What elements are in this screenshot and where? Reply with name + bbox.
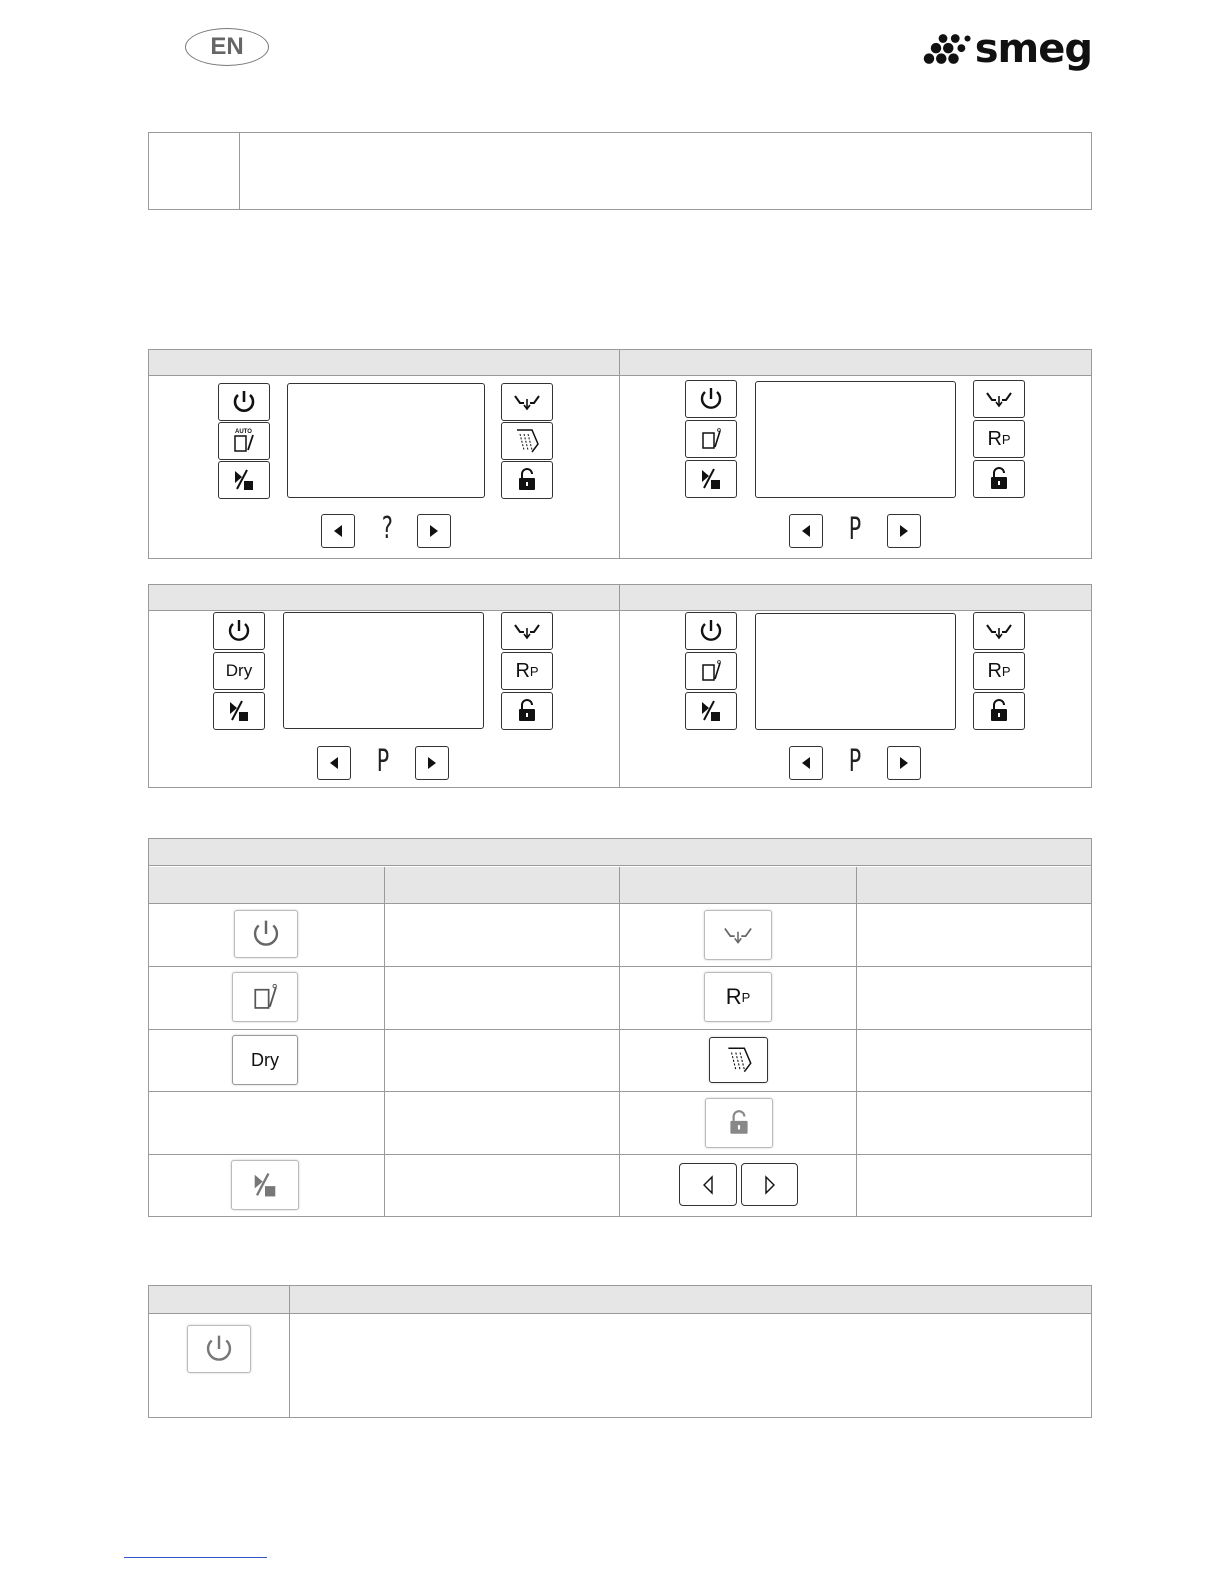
unlock-button[interactable]: [501, 692, 553, 730]
start-stop-icon: [697, 697, 725, 725]
program-indicator: P: [848, 744, 862, 779]
power-icon: [249, 917, 283, 951]
power-icon: [202, 1332, 236, 1366]
logo-dots-icon: [922, 29, 973, 69]
panel-grid-top-divider: [619, 349, 620, 559]
prev-program-button[interactable]: [321, 514, 355, 548]
program-indicator: P: [848, 512, 862, 547]
power-button[interactable]: [685, 380, 737, 418]
power-icon: [225, 617, 253, 645]
smeg-logo: [922, 26, 1092, 72]
drain-icon: [984, 620, 1014, 642]
drain-icon: [512, 620, 542, 642]
power-table-key: [187, 1325, 251, 1373]
language-badge: EN: [185, 28, 269, 66]
drain-icon: [721, 923, 755, 947]
next-program-button[interactable]: [417, 514, 451, 548]
door-icon: [697, 657, 725, 685]
legend-row-divider: [149, 1029, 1091, 1030]
legend-start-stop-key: [231, 1160, 299, 1210]
arrow-left-icon: [327, 755, 341, 771]
unlock-icon: [515, 698, 539, 724]
rp-main-label: R: [987, 427, 1002, 450]
unlock-icon: [726, 1109, 752, 1137]
next-program-button[interactable]: [415, 746, 449, 780]
drain-button[interactable]: [973, 612, 1025, 650]
legend-unlock-key: [705, 1098, 773, 1148]
dry-button[interactable]: Dry: [213, 652, 265, 690]
rp-main-label: R: [987, 659, 1002, 682]
power-icon: [697, 617, 725, 645]
start-stop-icon: [230, 466, 258, 494]
arrow-right-outline-icon: [763, 1175, 777, 1195]
rp-main-label: R: [725, 984, 742, 1009]
legend-col-divider: [856, 867, 857, 1217]
arrow-right-icon: [425, 755, 439, 771]
power-icon: [697, 385, 725, 413]
start-stop-button[interactable]: [685, 692, 737, 730]
drain-icon: [512, 391, 542, 413]
next-program-button[interactable]: [887, 514, 921, 548]
unlock-button[interactable]: [973, 460, 1025, 498]
panel-grid-bottom-header: [149, 585, 1091, 611]
prev-program-button[interactable]: [789, 514, 823, 548]
legend-drain-key: [704, 910, 772, 960]
footer-link-underline: [124, 1557, 267, 1558]
rp-sub-label: P: [741, 989, 751, 1005]
power-button[interactable]: [218, 383, 270, 421]
prev-program-button[interactable]: [317, 746, 351, 780]
note-divider: [239, 132, 240, 210]
unlock-icon: [987, 698, 1011, 724]
arrow-left-icon: [331, 523, 345, 539]
lcd-display: [283, 612, 484, 729]
unlock-button[interactable]: [501, 461, 553, 499]
panel-grid-bottom-divider: [619, 584, 620, 788]
arrow-right-icon: [897, 523, 911, 539]
legend-header-row: [149, 867, 1091, 904]
door-icon: [248, 980, 282, 1014]
start-stop-button[interactable]: [213, 692, 265, 730]
power-button[interactable]: [685, 612, 737, 650]
start-stop-button[interactable]: [218, 461, 270, 499]
rp-sub-label: P: [1001, 663, 1011, 679]
arrow-left-icon: [799, 755, 813, 771]
power-table-header: [149, 1286, 1091, 1314]
brand-wordmark: smeg: [974, 26, 1092, 72]
auto-door-button[interactable]: [218, 422, 270, 460]
rinse-aid-icon: [512, 426, 542, 456]
unlock-button[interactable]: [973, 692, 1025, 730]
rp-button[interactable]: [501, 652, 553, 690]
power-icon: [230, 388, 258, 416]
start-stop-button[interactable]: [685, 460, 737, 498]
legend-row-divider: [149, 1154, 1091, 1155]
arrow-left-icon: [799, 523, 813, 539]
program-indicator: ?: [380, 511, 394, 546]
lcd-display: [287, 383, 485, 498]
power-button[interactable]: [213, 612, 265, 650]
rinse-aid-icon: [723, 1044, 755, 1076]
note-box: [148, 132, 1092, 210]
next-program-button[interactable]: [887, 746, 921, 780]
legend-row-divider: [149, 966, 1091, 967]
legend-col-divider: [384, 867, 385, 1217]
unlock-icon: [515, 467, 539, 493]
legend-door-key: [232, 972, 298, 1022]
arrow-right-icon: [427, 523, 441, 539]
rp-sub-label: P: [1001, 431, 1011, 447]
rp-button[interactable]: [973, 652, 1025, 690]
drain-button[interactable]: [501, 383, 553, 421]
rinse-aid-button[interactable]: [501, 422, 553, 460]
prev-program-button[interactable]: [789, 746, 823, 780]
start-stop-icon: [225, 697, 253, 725]
lcd-display: [755, 613, 956, 730]
drain-button[interactable]: [973, 380, 1025, 418]
legend-rp-key: [704, 972, 772, 1022]
lcd-display: [755, 381, 956, 498]
legend-row-divider: [149, 1091, 1091, 1092]
auto-door-icon: [229, 426, 259, 456]
legend-col-divider: [619, 867, 620, 1217]
door-button[interactable]: [685, 420, 737, 458]
unlock-icon: [987, 466, 1011, 492]
svg-text:AUTO: AUTO: [235, 429, 252, 435]
legend-dry-key: Dry: [232, 1035, 298, 1085]
start-stop-icon: [697, 465, 725, 493]
rp-sub-label: P: [529, 663, 539, 679]
legend-power-key: [234, 910, 298, 958]
power-table-divider: [289, 1285, 290, 1418]
legend-title-row: [149, 839, 1091, 866]
door-icon: [697, 425, 725, 453]
legend-rinse-aid-key: [709, 1037, 768, 1083]
legend-next-key: [741, 1163, 798, 1206]
drain-icon: [984, 388, 1014, 410]
panel-grid-top-header: [149, 350, 1091, 376]
door-button[interactable]: [685, 652, 737, 690]
legend-prev-key: [679, 1163, 737, 1206]
arrow-left-outline-icon: [701, 1175, 715, 1195]
start-stop-icon: [249, 1169, 281, 1201]
program-indicator: P: [376, 744, 390, 779]
rp-button[interactable]: [973, 420, 1025, 458]
rp-main-label: R: [515, 659, 530, 682]
drain-button[interactable]: [501, 612, 553, 650]
arrow-right-icon: [897, 755, 911, 771]
